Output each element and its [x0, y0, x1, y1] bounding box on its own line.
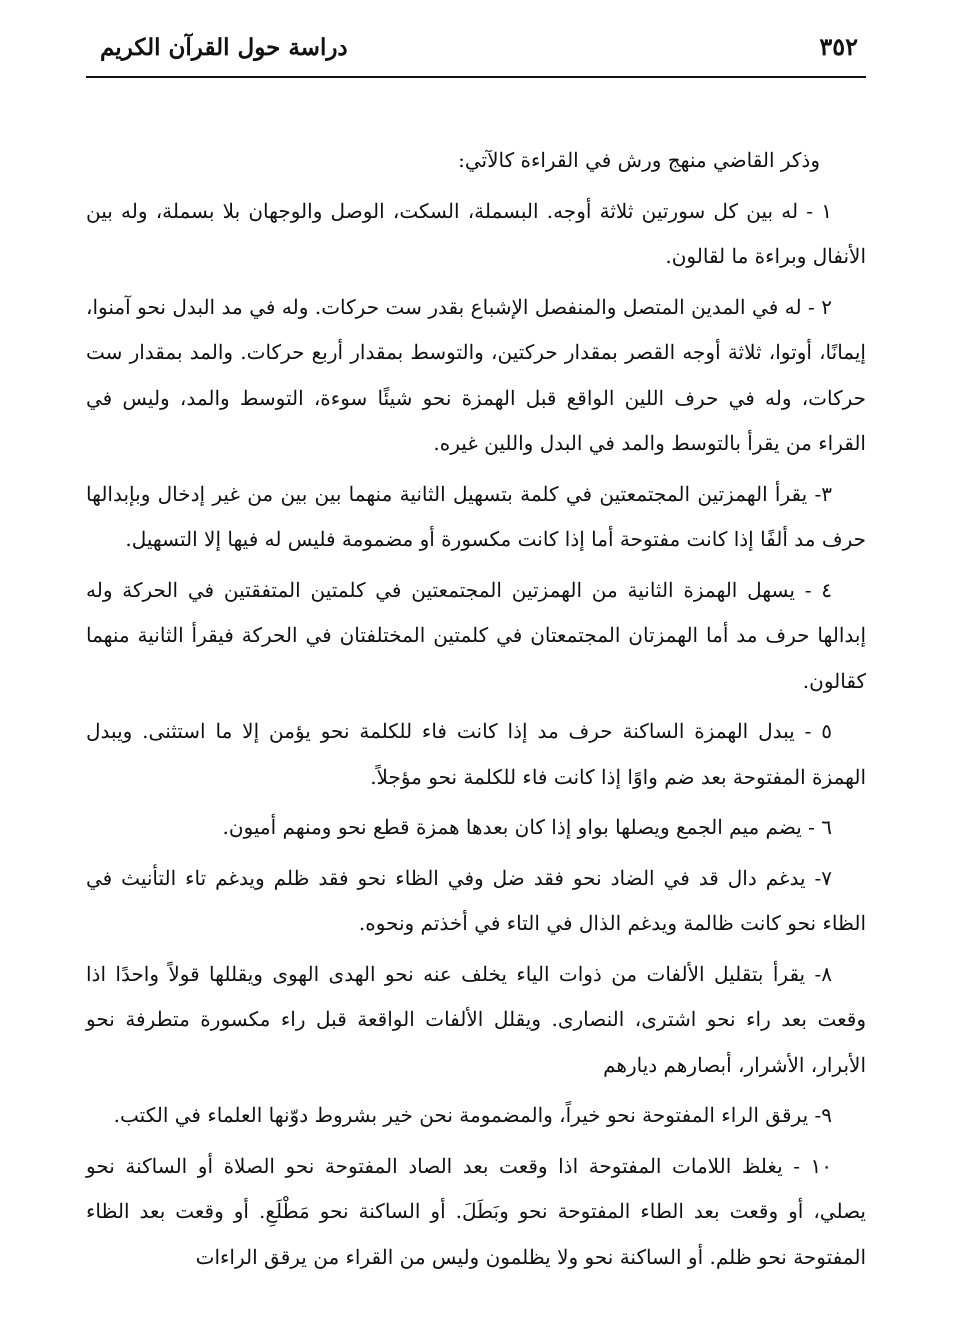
header-divider	[86, 76, 866, 78]
list-item-7: ٧- يدغم دال قد في الضاد نحو فقد ضل وفي الظاء نحو فقد ظلم ويدغم تاء التأنيث في الظاء نحو كانت ظالمة ويدغم الذال في التاء في أخذتم ونحوه.	[86, 865, 866, 935]
page-header	[86, 28, 866, 76]
list-item-3: ٣- يقرأ الهمزتين المجتمعتين في كلمة بتسهيل الثانية منهما بين بين من غير إدخال وبإبدالها حرف مد ألفًا إذا كانت مفتوحة أما إذا كانت مكسورة أو مضمومة فليس له فيها إلا التسهيل.	[86, 481, 866, 551]
intro-paragraph: وذكر القاضي منهج ورش في القراءة كالآتي:	[458, 148, 820, 172]
running-title: دراسة حول القرآن الكريم	[100, 34, 348, 61]
list-item-5: ٥ - يبدل الهمزة الساكنة حرف مد إذا كانت فاء للكلمة نحو يؤمن إلا ما استثنى. ويبدل الهمزة المفتوحة بعد ضم واوًا إذا كانت فاء للكلمة نحو مؤجلاً.	[86, 719, 866, 789]
list-item-2: ٢ - له في المدين المتصل والمنفصل الإشباع بقدر ست حركات. وله في مد البدل نحو آمنوا، إيمانًا، أوتوا، ثلاثة أوجه القصر بمقدار حركتين، والتوسط بمقدار أربع حركات. والمد بمقدار ست حركات، وله في حرف اللين الواقع قبل الهمزة نحو شيئًا سوءة، التوسط والمد، وليس في القراء من يقرأ بالتوسط والمد في البدل واللين غيره.	[86, 294, 866, 455]
body-text	[86, 138, 866, 1285]
list-item-9: ٩- يرقق الراء المفتوحة نحو خيراً، والمضمومة نحن خير بشروط دوّنها العلماء في الكتب.	[113, 1103, 832, 1127]
page-number: ٣٥٢	[819, 32, 858, 61]
list-item-6: ٦ - يضم ميم الجمع ويصلها بواو إذا كان بعدها همزة قطع نحو ومنهم أميون.	[222, 815, 832, 839]
list-item-8: ٨- يقرأ بتقليل الألفات من ذوات الياء يخلف عنه نحو الهدى الهوى ويقللها قولاً واحدًا اذا وقعت بعد راء نحو اشترى، النصارى. ويقلل الألفات الواقعة قبل راء مكسورة متطرفة نحو الأبرار، الأشرار، أبصارهم ديارهم	[86, 961, 866, 1077]
list-item-4: ٤ - يسهل الهمزة الثانية من الهمزتين المجتمعتين في كلمتين المتفقتين في الحركة وله إبدالها حرف مد أما الهمزتان المجتمعتان في كلمتين المختلفتان في الحركة فيقرأ الثانية منهما كقالون.	[86, 577, 866, 693]
list-item-1: ١ - له بين كل سورتين ثلاثة أوجه. البسملة، السكت، الوصل والوجهان بلا بسملة، وله بين الأنفال وبراءة ما لقالون.	[86, 198, 866, 268]
list-item-10: ١٠ - يغلظ اللامات المفتوحة اذا وقعت بعد الصاد المفتوحة نحو الصلاة أو الساكنة نحو يصلي، أو وقعت بعد الطاء المفتوحة نحو وبَطَلَ. أو الساكنة نحو مَطْلَعِ. أو وقعت بعد الظاء المفتوحة نحو ظلم. أو الساكنة نحو ولا يظلمون وليس من القراء من يرقق الراءات	[86, 1153, 866, 1269]
